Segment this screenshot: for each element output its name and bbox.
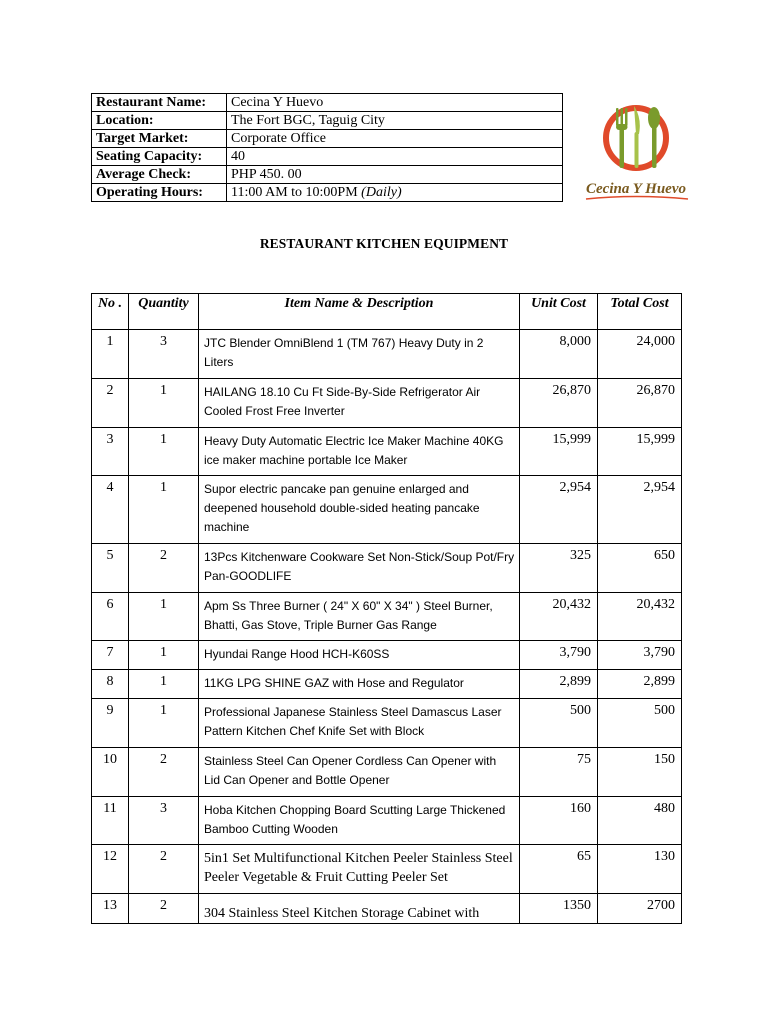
hours-note: (Daily)	[361, 185, 402, 200]
cell-total-cost: 2,954	[598, 476, 682, 544]
cell-unit-cost: 3,790	[520, 641, 598, 670]
cell-item: JTC Blender OmniBlend 1 (TM 767) Heavy Duty in 2 Liters	[199, 330, 520, 379]
cell-unit-cost: 15,999	[520, 428, 598, 476]
cell-item: 11KG LPG SHINE GAZ with Hose and Regulator	[199, 670, 520, 699]
table-row	[92, 428, 682, 476]
cell-total-cost: 500	[598, 699, 682, 748]
cell-total-cost: 150	[598, 748, 682, 797]
cell-item: 13Pcs Kitchenware Cookware Set Non-Stick/Soup Pot/Fry Pan-GOODLIFE	[199, 544, 520, 593]
header-unit-cost: Unit Cost	[520, 294, 598, 330]
info-value: 40	[227, 148, 563, 166]
info-value: Corporate Office	[227, 130, 563, 148]
cell-item: Apm Ss Three Burner ( 24" X 60" X 34" ) Steel Burner, Bhatti, Gas Stove, Triple Burner Gas Range	[199, 593, 520, 641]
cell-quantity: 2	[129, 748, 199, 797]
info-value: PHP 450. 00	[227, 166, 563, 184]
cell-quantity: 3	[129, 330, 199, 379]
cell-item: Supor electric pancake pan genuine enlarged and deepened household double-sided heating pancake machine	[199, 476, 520, 544]
cell-quantity: 1	[129, 593, 199, 641]
cell-unit-cost: 1350	[520, 894, 598, 924]
table-row	[92, 699, 682, 748]
table-row	[92, 641, 682, 670]
cell-unit-cost: 325	[520, 544, 598, 593]
info-value	[227, 184, 563, 202]
equipment-table	[91, 293, 682, 924]
cell-no: 13	[92, 894, 129, 924]
table-row	[92, 845, 682, 894]
restaurant-info-table	[91, 93, 563, 202]
table-row	[92, 330, 682, 379]
cell-item: 5in1 Set Multifunctional Kitchen Peeler Stainless Steel Peeler Vegetable & Fruit Cutting Peeler Set	[199, 845, 520, 894]
cell-no: 5	[92, 544, 129, 593]
cell-unit-cost: 500	[520, 699, 598, 748]
cell-total-cost: 2700	[598, 894, 682, 924]
cell-total-cost: 24,000	[598, 330, 682, 379]
header-total-cost: Total Cost	[598, 294, 682, 330]
knife-icon	[634, 106, 640, 168]
cell-item: Hoba Kitchen Chopping Board Scutting Large Thickened Bamboo Cutting Wooden	[199, 797, 520, 845]
info-label: Operating Hours:	[92, 184, 227, 202]
cell-total-cost: 650	[598, 544, 682, 593]
info-row	[92, 148, 563, 166]
cell-no: 1	[92, 330, 129, 379]
info-row	[92, 166, 563, 184]
header-item: Item Name & Description	[199, 294, 520, 330]
table-row	[92, 797, 682, 845]
info-label: Average Check:	[92, 166, 227, 184]
table-header-row	[92, 294, 682, 330]
table-row	[92, 476, 682, 544]
cell-item: Stainless Steel Can Opener Cordless Can Opener with Lid Can Opener and Bottle Opener	[199, 748, 520, 797]
info-row	[92, 184, 563, 202]
info-value: Cecina Y Huevo	[227, 94, 563, 112]
cell-unit-cost: 160	[520, 797, 598, 845]
cell-no: 3	[92, 428, 129, 476]
cell-quantity: 2	[129, 544, 199, 593]
restaurant-logo	[576, 98, 696, 208]
cell-quantity: 1	[129, 699, 199, 748]
table-row	[92, 670, 682, 699]
cell-quantity: 2	[129, 845, 199, 894]
info-value: The Fort BGC, Taguig City	[227, 112, 563, 130]
cell-no: 12	[92, 845, 129, 894]
cell-unit-cost: 26,870	[520, 379, 598, 428]
section-title: RESTAURANT KITCHEN EQUIPMENT	[259, 236, 509, 251]
header-no: No .	[92, 294, 129, 330]
table-row	[92, 894, 682, 924]
cell-no: 9	[92, 699, 129, 748]
cell-quantity: 2	[129, 894, 199, 924]
cell-no: 2	[92, 379, 129, 428]
cell-quantity: 3	[129, 797, 199, 845]
info-label: Seating Capacity:	[92, 148, 227, 166]
cell-total-cost: 480	[598, 797, 682, 845]
cell-unit-cost: 75	[520, 748, 598, 797]
cell-total-cost: 130	[598, 845, 682, 894]
cell-total-cost: 2,899	[598, 670, 682, 699]
cell-item: HAILANG 18.10 Cu Ft Side-By-Side Refrigerator Air Cooled Frost Free Inverter	[199, 379, 520, 428]
cell-quantity: 1	[129, 428, 199, 476]
cell-quantity: 1	[129, 379, 199, 428]
info-row	[92, 112, 563, 130]
header-quantity: Quantity	[129, 294, 199, 330]
table-row	[92, 748, 682, 797]
cell-no: 4	[92, 476, 129, 544]
info-row	[92, 94, 563, 112]
table-row	[92, 379, 682, 428]
cell-unit-cost: 20,432	[520, 593, 598, 641]
cell-total-cost: 15,999	[598, 428, 682, 476]
cell-quantity: 1	[129, 641, 199, 670]
cell-no: 10	[92, 748, 129, 797]
logo-text: Cecina Y Huevo	[586, 181, 686, 197]
info-label: Restaurant Name:	[92, 94, 227, 112]
cell-unit-cost: 65	[520, 845, 598, 894]
info-label: Target Market:	[92, 130, 227, 148]
cell-quantity: 1	[129, 476, 199, 544]
cell-total-cost: 20,432	[598, 593, 682, 641]
cell-item: Heavy Duty Automatic Electric Ice Maker Machine 40KG ice maker machine portable Ice Maker	[199, 428, 520, 476]
info-label: Location:	[92, 112, 227, 130]
cell-no: 7	[92, 641, 129, 670]
info-row	[92, 130, 563, 148]
table-row	[92, 544, 682, 593]
hours-text: 11:00 AM to 10:00PM	[231, 185, 358, 200]
cell-unit-cost: 2,954	[520, 476, 598, 544]
cell-item: Hyundai Range Hood HCH-K60SS	[199, 641, 520, 670]
cell-no: 11	[92, 797, 129, 845]
cell-total-cost: 26,870	[598, 379, 682, 428]
cell-no: 8	[92, 670, 129, 699]
cell-unit-cost: 8,000	[520, 330, 598, 379]
cell-item: 304 Stainless Steel Kitchen Storage Cabinet with	[199, 894, 520, 924]
cell-item: Professional Japanese Stainless Steel Damascus Laser Pattern Kitchen Chef Knife Set with Block	[199, 699, 520, 748]
table-row	[92, 593, 682, 641]
cell-quantity: 1	[129, 670, 199, 699]
cell-no: 6	[92, 593, 129, 641]
cell-unit-cost: 2,899	[520, 670, 598, 699]
cell-total-cost: 3,790	[598, 641, 682, 670]
